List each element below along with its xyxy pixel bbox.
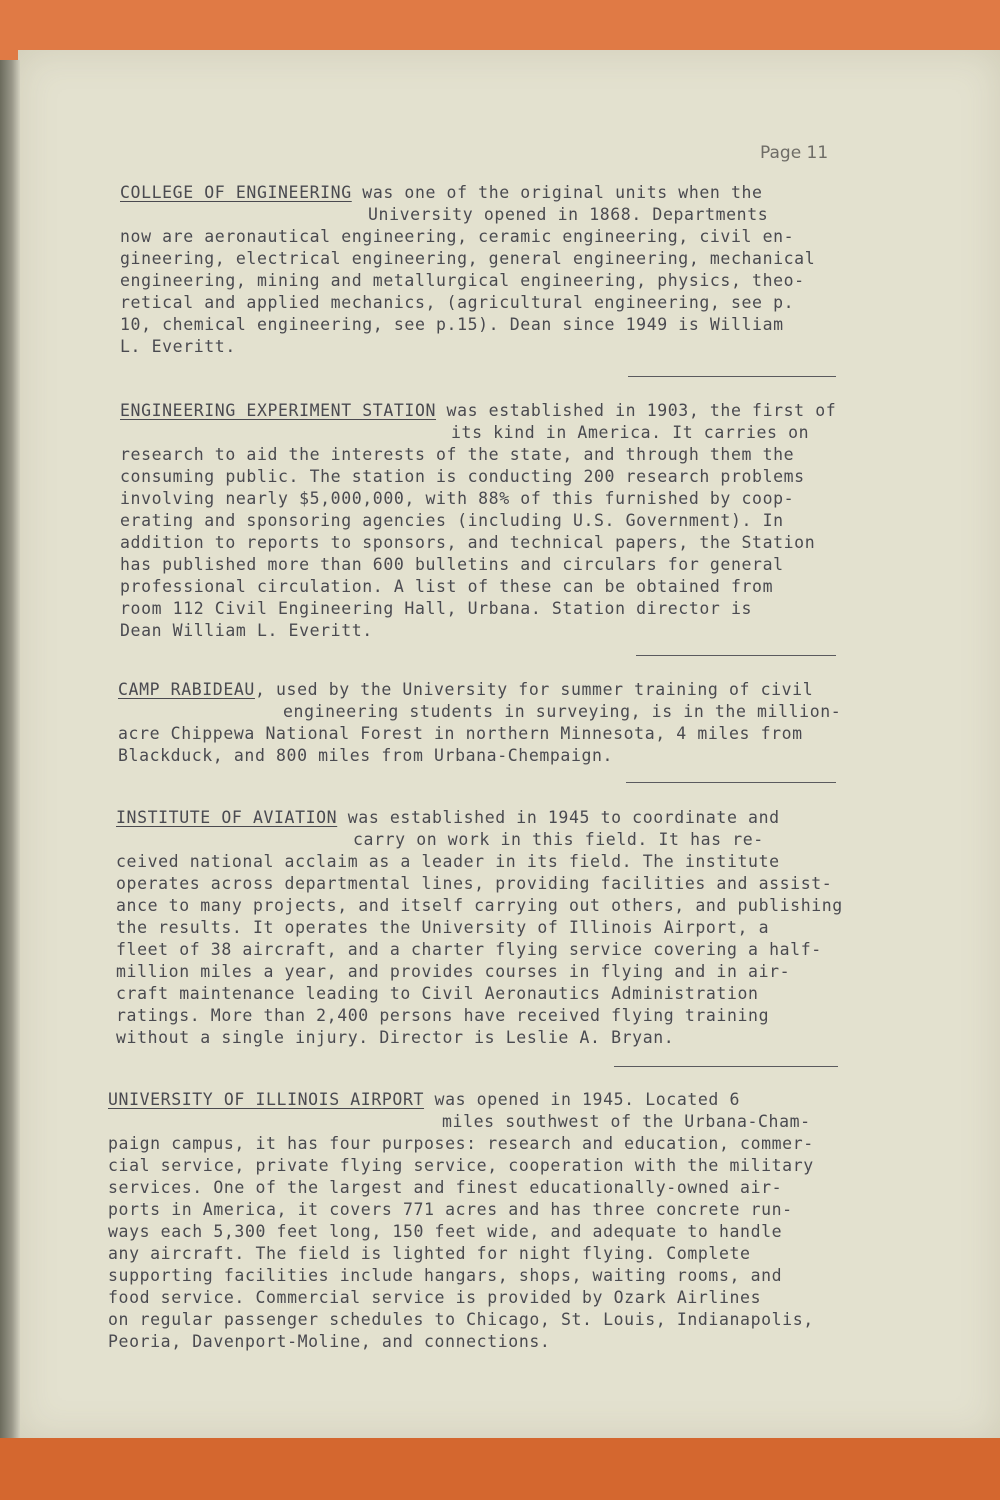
section-line: gineering, electrical engineering, general engineering, mechanical: [120, 249, 816, 268]
section-line: 10, chemical engineering, see p.15). Dean since 1949 is William: [120, 315, 784, 334]
section-line: engineering students in surveying, is in the million-: [283, 702, 842, 721]
section-line: carry on work in this field. It has re-: [353, 830, 764, 849]
section-text: , used by the University for summer training of civil: [254, 680, 814, 699]
section-divider: [628, 376, 836, 377]
section-line: involving nearly $5,000,000, with 88% of this furnished by coop-: [120, 489, 795, 508]
section-line: consuming public. The station is conducting 200 research problems: [120, 467, 805, 486]
section-line: addition to reports to sponsors, and technical papers, the Station: [120, 533, 816, 552]
section-line: ways each 5,300 feet long, 150 feet wide, and adequate to handle: [108, 1222, 783, 1241]
section-first-line: [120, 400, 836, 422]
page-binding-edge: [0, 60, 20, 1450]
section-line: on regular passenger schedules to Chicago, St. Louis, Indianapolis,: [108, 1310, 814, 1329]
section-divider: [614, 1066, 838, 1067]
section-line: Blackduck, and 800 miles from Urbana-Chempaign.: [118, 746, 614, 765]
bottom-background: [0, 1438, 1000, 1500]
section-line: ports in America, it covers 771 acres and has three concrete run-: [108, 1200, 793, 1219]
section-heading: INSTITUTE OF AVIATION: [116, 808, 338, 827]
section-line: fleet of 38 aircraft, and a charter flying service covering a half-: [116, 940, 822, 959]
section-text: was opened in 1945. Located 6: [424, 1090, 741, 1109]
section-line: room 112 Civil Engineering Hall, Urbana. Station director is: [120, 599, 753, 618]
section-line: now are aeronautical engineering, ceramic engineering, civil en-: [120, 227, 795, 246]
section-line: Peoria, Davenport-Moline, and connections.: [108, 1332, 551, 1351]
section-line: University opened in 1868. Departments: [368, 205, 769, 224]
section-line: without a single injury. Director is Leslie A. Bryan.: [116, 1028, 675, 1047]
section-line: ceived national acclaim as a leader in its field. The institute: [116, 852, 780, 871]
section-line: engineering, mining and metallurgical engineering, physics, theo-: [120, 271, 805, 290]
section-first-line: [108, 1089, 740, 1111]
section-line: supporting facilities include hangars, shops, waiting rooms, and: [108, 1266, 783, 1285]
section-line: ratings. More than 2,400 persons have received flying training: [116, 1006, 770, 1025]
section-line: the results. It operates the University of Illinois Airport, a: [116, 918, 770, 937]
section-line: L. Everitt.: [120, 337, 236, 356]
section-divider: [626, 782, 836, 783]
section-line: retical and applied mechanics, (agricultural engineering, see p.: [120, 293, 795, 312]
section-heading: UNIVERSITY OF ILLINOIS AIRPORT: [108, 1090, 425, 1109]
page-number: Page 11: [760, 143, 829, 163]
section-line: ance to many projects, and itself carrying out others, and publishing: [116, 896, 843, 915]
section-heading: ENGINEERING EXPERIMENT STATION: [120, 401, 437, 420]
section-line: services. One of the largest and finest educationally-owned air-: [108, 1178, 783, 1197]
section-first-line: [116, 807, 780, 829]
section-line: miles southwest of the Urbana-Cham-: [442, 1112, 811, 1131]
section-line: cial service, private flying service, cooperation with the military: [108, 1156, 814, 1175]
section-line: has published more than 600 bulletins and circulars for general: [120, 555, 784, 574]
section-line: research to aid the interests of the state, and through them the: [120, 445, 795, 464]
section-text: was one of the original units when the: [351, 183, 763, 202]
section-line: Dean William L. Everitt.: [120, 621, 373, 640]
section-text: was established in 1945 to coordinate and: [337, 808, 780, 827]
section-text: was established in 1903, the first of: [436, 401, 837, 420]
section-heading: CAMP RABIDEAU: [118, 680, 255, 699]
section-line: operates across departmental lines, providing facilities and assist-: [116, 874, 833, 893]
section-first-line: [120, 182, 763, 204]
section-line: any aircraft. The field is lighted for night flying. Complete: [108, 1244, 751, 1263]
section-line: professional circulation. A list of these can be obtained from: [120, 577, 774, 596]
section-line: its kind in America. It carries on: [451, 423, 810, 442]
section-line: acre Chippewa National Forest in northern Minnesota, 4 miles from: [118, 724, 803, 743]
section-line: paign campus, it has four purposes: research and education, commer-: [108, 1134, 814, 1153]
section-heading: COLLEGE OF ENGINEERING: [120, 183, 352, 202]
section-line: million miles a year, and provides courses in flying and in air-: [116, 962, 791, 981]
section-line: erating and sponsoring agencies (including U.S. Government). In: [120, 511, 784, 530]
section-divider: [636, 655, 836, 656]
section-first-line: [118, 679, 813, 701]
section-line: craft maintenance leading to Civil Aeronautics Administration: [116, 984, 759, 1003]
section-line: food service. Commercial service is provided by Ozark Airlines: [108, 1288, 762, 1307]
